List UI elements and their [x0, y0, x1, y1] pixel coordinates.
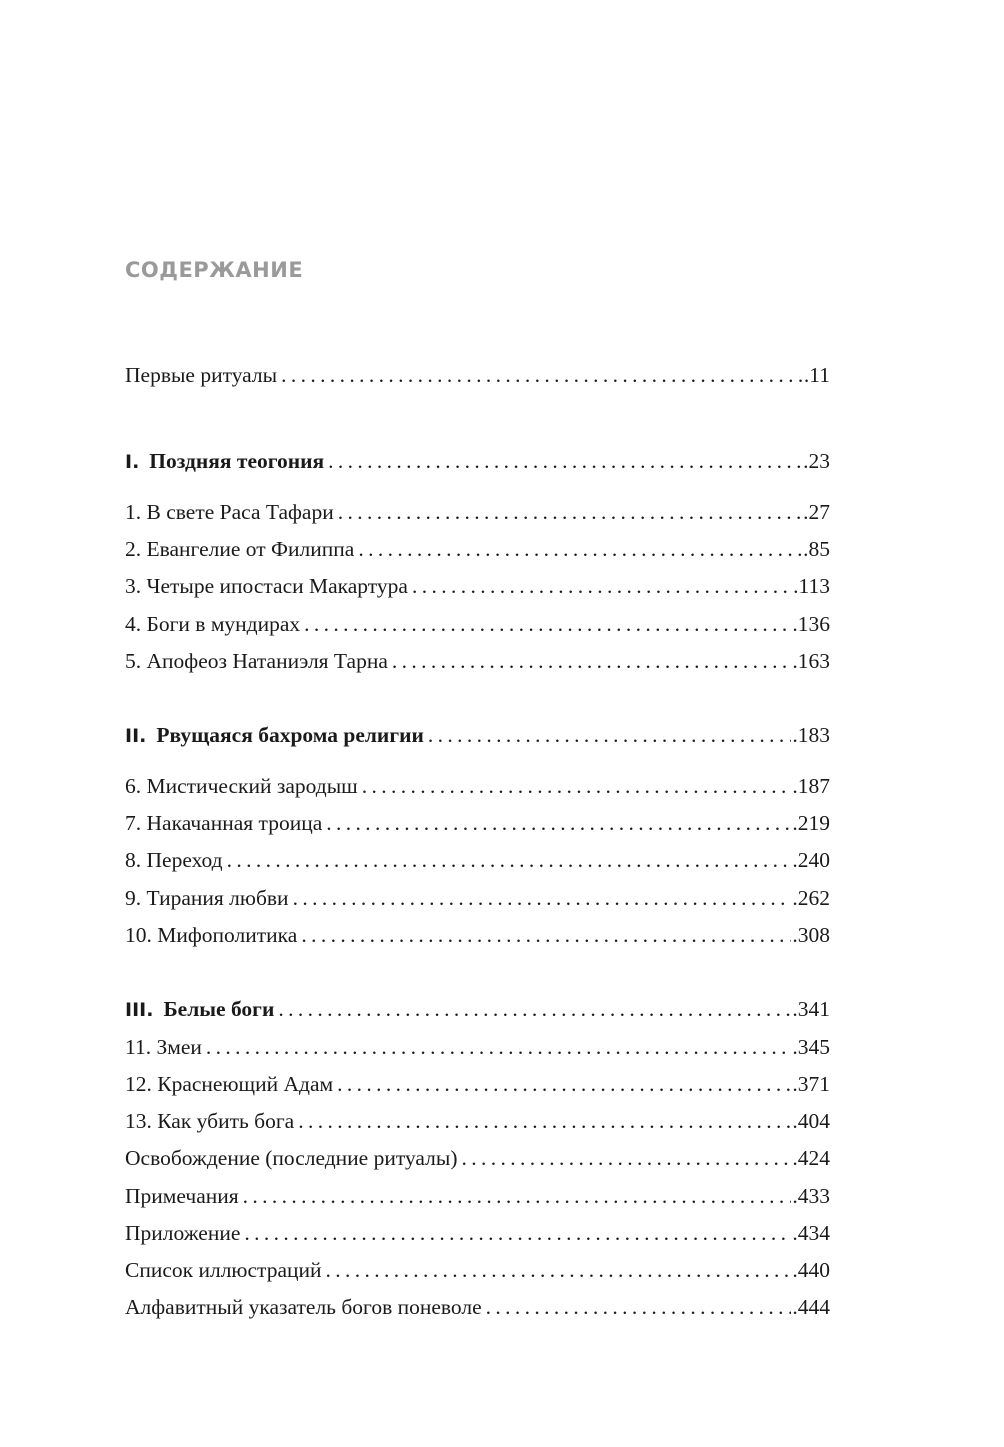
toc-entry-label: Приложение — [125, 1218, 244, 1248]
toc-page-number: .187 — [792, 774, 830, 798]
part-numeral: I. — [125, 451, 140, 473]
dot-leader — [358, 534, 802, 564]
toc-entry-label: Алфавитный указатель богов поневоле — [125, 1292, 486, 1322]
toc-page-number: .434 — [792, 1221, 830, 1245]
dot-leader — [293, 883, 792, 913]
page-title: СОДЕРЖАНИЕ — [125, 258, 304, 282]
toc-chapter-3[interactable] — [125, 571, 830, 601]
toc-entry-label: Примечания — [125, 1181, 243, 1211]
toc-page-number: .371 — [792, 1072, 830, 1096]
dot-leader — [243, 1181, 792, 1211]
toc-page-number: .341 — [792, 997, 830, 1021]
toc-page-number: .163 — [792, 649, 830, 673]
dot-leader — [362, 771, 792, 801]
toc-page-number: .308 — [792, 923, 830, 947]
toc-part-label: Рвущаяся бахрома религии — [156, 723, 424, 747]
toc-page-number: .262 — [792, 886, 830, 910]
dot-leader — [278, 994, 791, 1024]
toc-chapter-5[interactable] — [125, 646, 830, 676]
toc-entry-label: Список иллюстраций — [125, 1255, 326, 1285]
dot-leader — [227, 845, 792, 875]
dot-leader — [298, 1106, 791, 1136]
part-numeral: III. — [125, 999, 154, 1021]
toc-entry-label: 11. Змеи — [125, 1032, 206, 1062]
toc-entry-label: 10. Мифополитика — [125, 920, 301, 950]
toc-chapter-4[interactable] — [125, 609, 830, 639]
dot-leader — [304, 609, 791, 639]
toc-entry-index[interactable] — [125, 1292, 830, 1322]
toc-entry-notes[interactable] — [125, 1181, 830, 1211]
toc-chapter-9[interactable] — [125, 883, 830, 913]
toc-page-number: .240 — [792, 848, 830, 872]
toc-page-number: .113 — [793, 574, 830, 598]
dot-leader — [392, 646, 792, 676]
toc-part-1[interactable] — [125, 446, 830, 476]
toc-entry-label: 12. Краснеющий Адам — [125, 1069, 337, 1099]
toc-page-number: .11 — [803, 363, 830, 387]
toc-page-number: .85 — [803, 537, 830, 561]
toc-page-number: .27 — [803, 500, 830, 524]
toc-chapter-10[interactable] — [125, 920, 830, 950]
toc-page-number: .345 — [792, 1035, 830, 1059]
dot-leader — [281, 360, 803, 390]
toc-entry-label: 8. Переход — [125, 845, 227, 875]
toc-entry-label: 9. Тирания любви — [125, 883, 293, 913]
dot-leader — [206, 1032, 791, 1062]
dot-leader — [338, 497, 802, 527]
toc-entry-first-rituals[interactable] — [125, 360, 830, 390]
toc-chapter-11[interactable] — [125, 1032, 830, 1062]
toc-entry-label: 13. Как убить бога — [125, 1106, 298, 1136]
dot-leader — [326, 808, 791, 838]
toc-part-label: Поздняя теогония — [149, 449, 325, 473]
toc-page-number: .424 — [792, 1146, 830, 1170]
toc-page-number: .183 — [792, 723, 830, 747]
toc-entry-label: Первые ритуалы — [125, 360, 281, 390]
toc-entry-label: 7. Накачанная троица — [125, 808, 326, 838]
toc-entry-label: 1. В свете Раса Тафари — [125, 497, 338, 527]
dot-leader — [244, 1218, 791, 1248]
dot-leader — [301, 920, 791, 950]
toc-chapter-6[interactable] — [125, 771, 830, 801]
dot-leader — [428, 720, 792, 750]
toc-page-number: .444 — [792, 1295, 830, 1319]
toc-entry-appendix[interactable] — [125, 1218, 830, 1248]
dot-leader — [412, 571, 792, 601]
toc-entry-liberation[interactable] — [125, 1143, 830, 1173]
toc-page-number: .440 — [792, 1258, 830, 1282]
toc-entry-label: Освобождение (последние ритуалы) — [125, 1143, 462, 1173]
dot-leader — [462, 1143, 792, 1173]
toc-part-3[interactable] — [125, 994, 830, 1024]
toc-entry-label: 4. Боги в мундирах — [125, 609, 304, 639]
toc-entry-label: 2. Евангелие от Филиппа — [125, 534, 358, 564]
toc-page-number: .433 — [792, 1184, 830, 1208]
dot-leader — [337, 1069, 791, 1099]
toc-chapter-2[interactable] — [125, 534, 830, 564]
toc-chapter-1[interactable] — [125, 497, 830, 527]
toc-part-2[interactable] — [125, 720, 830, 750]
toc-chapter-7[interactable] — [125, 808, 830, 838]
toc-chapter-13[interactable] — [125, 1106, 830, 1136]
toc-page-number: .219 — [792, 811, 830, 835]
toc-chapter-8[interactable] — [125, 845, 830, 875]
toc-entry-label: 5. Апофеоз Натаниэля Тарна — [125, 646, 392, 676]
toc-page-number: .136 — [792, 612, 830, 636]
toc-entry-illustrations[interactable] — [125, 1255, 830, 1285]
toc-entry-label: 3. Четыре ипостаси Макартура — [125, 571, 412, 601]
toc-page-number: .404 — [792, 1109, 830, 1133]
dot-leader — [326, 1255, 792, 1285]
toc-page-number: .23 — [803, 449, 830, 473]
toc-chapter-12[interactable] — [125, 1069, 830, 1099]
toc-entry-label: 6. Мистический зародыш — [125, 771, 362, 801]
toc-part-label: Белые боги — [163, 997, 275, 1021]
dot-leader — [486, 1292, 792, 1322]
part-numeral: II. — [125, 725, 147, 747]
dot-leader — [328, 446, 802, 476]
